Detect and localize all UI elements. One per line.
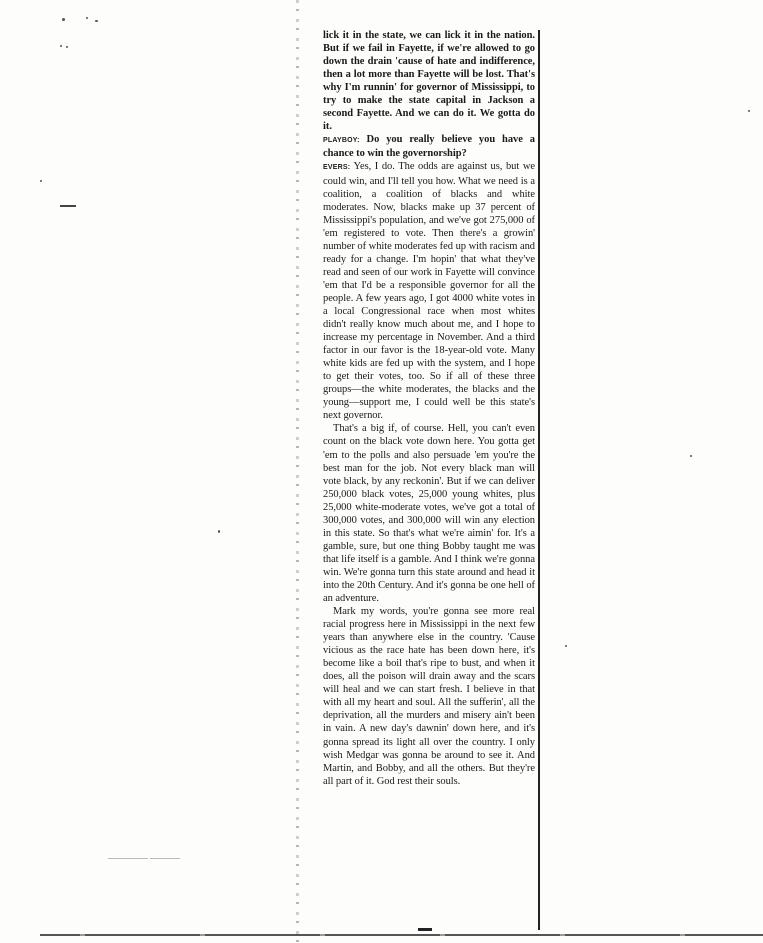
scan-speck xyxy=(748,110,750,112)
question-text: Do you really believe you have a chance to win the governorship? xyxy=(323,134,535,160)
margin-mark xyxy=(60,205,76,207)
answer-speaker: EVERS: xyxy=(323,164,351,172)
answer-paragraph-2: That's a big if, of course. Hell, you can't even count on the black vote down here. You gotta get 'em to the polls and also persuade 'em you're the best man for the job. Not every black man will vote black, by any reckonin'. But if we can deliver 250,000 black votes, 25,000 young whites, plus 25,000 white-moderate votes, we've got a total of 300,000 votes, and 300,000 will win any election in this state. So that's what we're aimin' for. It's a gamble, sure, but one thing Bobby taught me was that life itself is a gamble. And I think we're gonna win. We're gonna turn this state around and head it into the 20th Century. And it's gonna be one hell of an adventure. xyxy=(323,423,535,605)
scan-speck xyxy=(218,530,220,533)
scan-speck xyxy=(565,645,567,647)
scan-speck xyxy=(60,45,62,47)
scan-speck xyxy=(62,18,65,21)
interview-question xyxy=(323,133,535,160)
opening-paragraph: lick it in the state, we can lick it in the nation. But if we fail in Fayette, if we're allowed to go down the drain 'cause of hate and indifference, then a lot more than Fayette will be lost. That's why I'm runnin' for governor of Mississippi, to try to make the state capital in Jackson a second Fayette. And we can do it. We gotta do it. xyxy=(323,30,535,133)
interview-answer xyxy=(323,160,535,422)
bottom-rule xyxy=(40,934,763,936)
column-rule xyxy=(538,30,540,930)
scan-speck xyxy=(150,858,180,859)
scan-fold-line xyxy=(296,0,299,943)
scan-speck xyxy=(108,858,148,859)
question-speaker: PLAYBOY: xyxy=(323,137,360,145)
answer-paragraph-3: Mark my words, you're gonna see more real racial progress here in Mississippi in the next few years than anywhere else in the country. 'Cause vicious as the race hate has been down here, it's become like a boil that's ripe to bust, and when it does, all the poison will drain away and the scars will heal and we can start fresh. I believe in that with all my heart and soul. All the sufferin', all the deprivation, all the murders and misery ain't been in vain. A new day's dawnin' down here, and it's gonna spread its light all over the country. I only wish Medgar was gonna be around to see it. And Martin, and Bobby, and all the others. But they're all part of it. God rest their souls. xyxy=(323,606,535,787)
scan-speck xyxy=(40,180,42,182)
scan-speck xyxy=(95,20,98,22)
article-column xyxy=(323,29,535,788)
bottom-mark xyxy=(418,928,432,931)
scan-speck xyxy=(66,46,68,48)
answer-text: Yes, I do. The odds are against us, but we could win, and I'll tell you how. What we need is a coalition, a coalition of blacks and white moderates. Now, blacks make up 37 percent of Mississippi's population, and we've got 275,000 of 'em registered to vote. Then there's a growin' number of white moderates fed up with racism and ready for a change. I'm hopin' that what they've read and seen of our work in Fayette will convince 'em that I'd be a responsible governor for all the people. A few years ago, I got 4000 white votes in a local Congressional race when most whites didn't really know much about me, and I hope to increase my percentage in November. And a third factor in our favor is the 18-year-old vote. Many white kids are fed up with the system, and I hope to get their votes, too. So if all of these three groups—the white moderates, the blacks and the young—support me, I could well be this state's next governor. xyxy=(323,161,535,422)
scan-speck xyxy=(690,455,692,457)
scan-speck xyxy=(86,17,88,19)
